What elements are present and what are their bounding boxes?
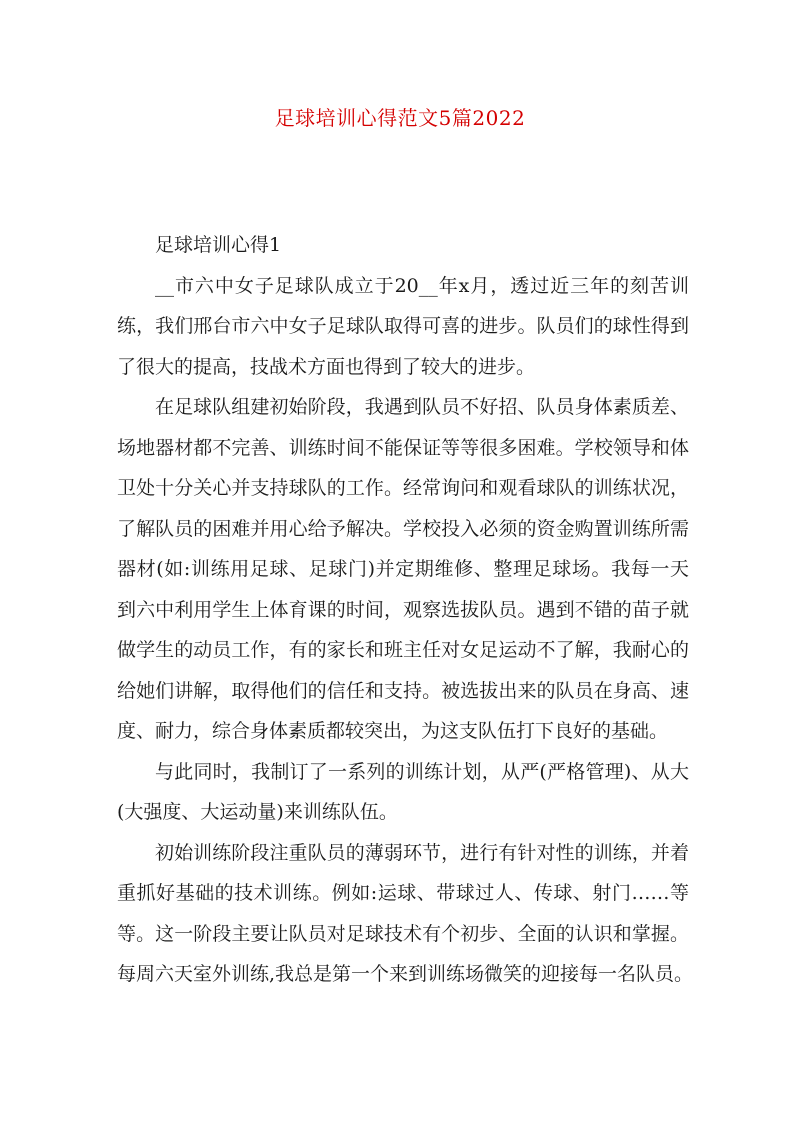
paragraph-line: 场地器材都不完善、训练时间不能保证等等很多困难。学校领导和体 <box>117 436 689 459</box>
paragraph-line: 了解队员的困难并用心给予解决。学校投入必须的资金购置训练所需 <box>117 517 689 540</box>
paragraph-line: 初始训练阶段注重队员的薄弱环节，进行有针对性的训练，并着 <box>155 841 689 864</box>
paragraph-line: 做学生的动员工作，有的家长和班主任对女足运动不了解，我耐心的 <box>117 639 689 661</box>
paragraph-line: 等。这一阶段主要让队员对足球技术有个初步、全面的认识和掌握。 <box>117 922 689 945</box>
paragraph-line: 练，我们邢台市六中女子足球队取得可喜的进步。队员们的球性得到 <box>117 315 689 337</box>
document-body <box>117 225 694 995</box>
document-title: 足球培训心得范文5篇2022 <box>274 106 526 130</box>
paragraph-1 <box>117 266 689 388</box>
paragraph-3 <box>117 752 689 833</box>
paragraph-line: 每周六天室外训练,我总是第一个来到训练场微笑的迎接每一名队员。 <box>117 963 694 985</box>
paragraph-line: 重抓好基础的技术训练。例如:运球、带球过人、传球、射门……等 <box>117 882 689 904</box>
paragraph-line: (大强度、大运动量)来训练队伍。 <box>117 801 398 823</box>
paragraph-4 <box>117 833 694 995</box>
paragraph-line: 到六中利用学生上体育课的时间，观察选拔队员。遇到不错的苗子就 <box>117 598 689 621</box>
paragraph-2 <box>117 387 689 752</box>
paragraph-line: 器材(如:训练用足球、足球门)并定期维修、整理足球场。我每一天 <box>117 558 689 580</box>
paragraph-line: 卫处十分关心并支持球队的工作。经常询问和观看球队的训练状况， <box>117 477 689 499</box>
paragraph-line: __市六中女子足球队成立于20__年x月，透过近三年的刻苦训 <box>155 274 689 297</box>
paragraph-line: 度、耐力，综合身体素质都较突出，为这支队伍打下良好的基础。 <box>117 720 669 742</box>
paragraph-line: 与此同时，我制订了一系列的训练计划，从严(严格管理)、从大 <box>155 760 689 783</box>
paragraph-line: 在足球队组建初始阶段，我遇到队员不好招、队员身体素质差、 <box>155 396 689 418</box>
paragraph-line: 给她们讲解，取得他们的信任和支持。被选拔出来的队员在身高、速 <box>117 679 689 702</box>
section-heading: 足球培训心得1 <box>155 234 282 256</box>
paragraph-line: 了很大的提高，技战术方面也得到了较大的进步。 <box>117 355 536 378</box>
